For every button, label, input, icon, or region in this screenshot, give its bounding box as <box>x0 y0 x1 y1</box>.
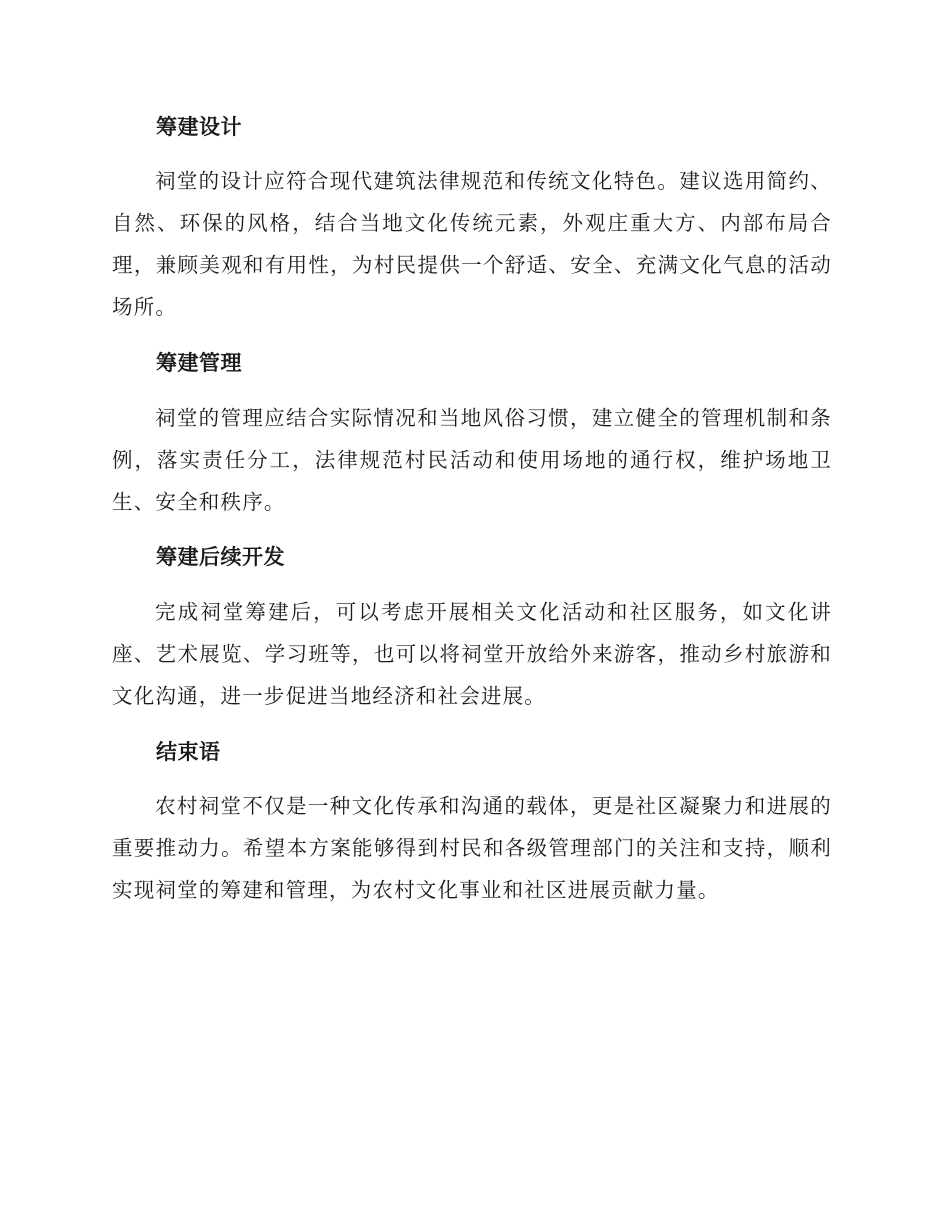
section-body-conclusion: 农村祠堂不仅是一种文化传承和沟通的载体，更是社区凝聚力和进展的重要推动力。希望本方案能够得到村民和各级管理部门的关注和支持，顺利实现祠堂的筹建和管理，为农村文化事业和社区进展贡献力量。 <box>112 794 832 902</box>
section-body-management: 祠堂的管理应结合实际情况和当地风俗习惯，建立健全的管理机制和条例，落实责任分工，法律规范村民活动和使用场地的通行权，维护场地卫生、安全和秩序。 <box>112 406 832 514</box>
section-body-design: 祠堂的设计应符合现代建筑法律规范和传统文化特色。建议选用简约、自然、环保的风格，结合当地文化传统元素，外观庄重大方、内部布局合理，兼顾美观和有用性，为村民提供一个舒适、安全、充满文化气息的活动场所。 <box>112 169 832 319</box>
section-heading-conclusion: 结束语 <box>156 740 221 764</box>
section-heading-follow-up: 筹建后续开发 <box>156 545 285 569</box>
section-body-follow-up: 完成祠堂筹建后，可以考虑开展相关文化活动和社区服务，如文化讲座、艺术展览、学习班等，也可以将祠堂开放给外来游客，推动乡村旅游和文化沟通，进一步促进当地经济和社会进展。 <box>112 600 832 708</box>
section-heading-management: 筹建管理 <box>156 351 242 375</box>
section-heading-design: 筹建设计 <box>156 115 242 139</box>
